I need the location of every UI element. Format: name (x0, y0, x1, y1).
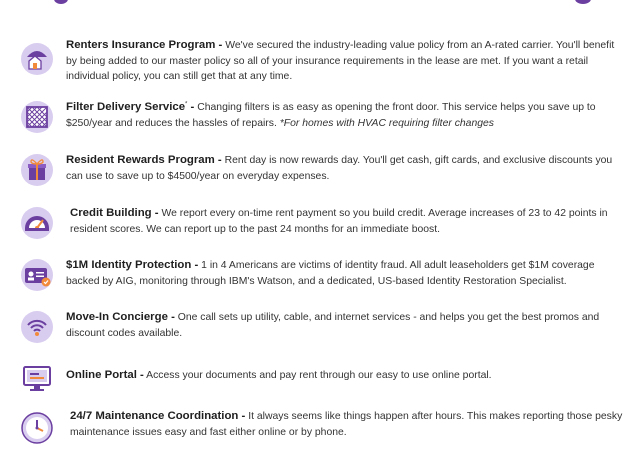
feature-text (70, 206, 626, 237)
credit-gauge-icon (20, 206, 54, 240)
feature-text (66, 100, 622, 131)
feature-title: 24/7 Maintenance Coordination - (70, 410, 246, 422)
feature-title-suffix: - (187, 101, 195, 113)
feature-description: One call sets up utility, cable, and internet services - and helps you get the best promos and discount codes available. (66, 312, 600, 339)
feature-title: Resident Rewards Program - (66, 154, 222, 166)
gift-icon (20, 153, 54, 187)
feature-description: We report every on-time rent payment so you build credit. Average increases of 23 to 42 points in resident scores. We can report up to the past 24 months for an immediate boost. (70, 208, 608, 235)
air-filter-icon (20, 100, 54, 134)
feature-footnote: *For homes with HVAC requiring filter changes (279, 117, 494, 129)
feature-text (66, 310, 622, 341)
feature-description: Access your documents and pay rent through our easy to use online portal. (143, 370, 492, 381)
feature-description: It always seems like things happen after hours. This makes reporting those pesky maintenance issues easy and fast either online or by phone. (70, 411, 623, 438)
feature-description: Rent day is now rewards day. You'll get cash, gift cards, and exclusive discounts you can use to save up to $4500/year on everyday expenses. (66, 155, 613, 182)
footnote-mark: * (185, 101, 188, 108)
feature-text (66, 258, 622, 289)
feature-description: 1 in 4 Americans are victims of identity fraud. All adult leaseholders get $1M coverage backed by AIG, monitoring through IBM's Watson, and a dedicated, US-based Identity Restoration Specialist. (66, 260, 595, 287)
feature-text (66, 38, 622, 85)
feature-description: We've secured the industry-leading value policy from an A-rated carrier. You'll benefit by being added to our master policy so all of your insurance requirements in the lease are met. If you want a retail individual policy, you can still get that at any time. (66, 40, 615, 82)
monitor-portal-icon (20, 361, 54, 395)
feature-description: Changing filters is as easy as opening the front door. This service helps you save up to $250/year and reduces the hassles of repairs. (66, 102, 596, 129)
feature-title: Move-In Concierge - (66, 311, 175, 323)
feature-text (66, 153, 622, 184)
feature-text (66, 368, 622, 384)
feature-title: Filter Delivery Service (66, 101, 186, 113)
feature-title: $1M Identity Protection - (66, 259, 199, 271)
umbrella-house-icon (20, 42, 54, 76)
feature-title: Credit Building - (70, 207, 159, 219)
feature-title: Online Portal - (66, 369, 144, 381)
clock-icon (20, 411, 54, 445)
id-card-icon (20, 258, 54, 292)
wifi-concierge-icon (20, 310, 54, 344)
feature-text (70, 409, 626, 440)
feature-title: Renters Insurance Program - (66, 39, 223, 51)
